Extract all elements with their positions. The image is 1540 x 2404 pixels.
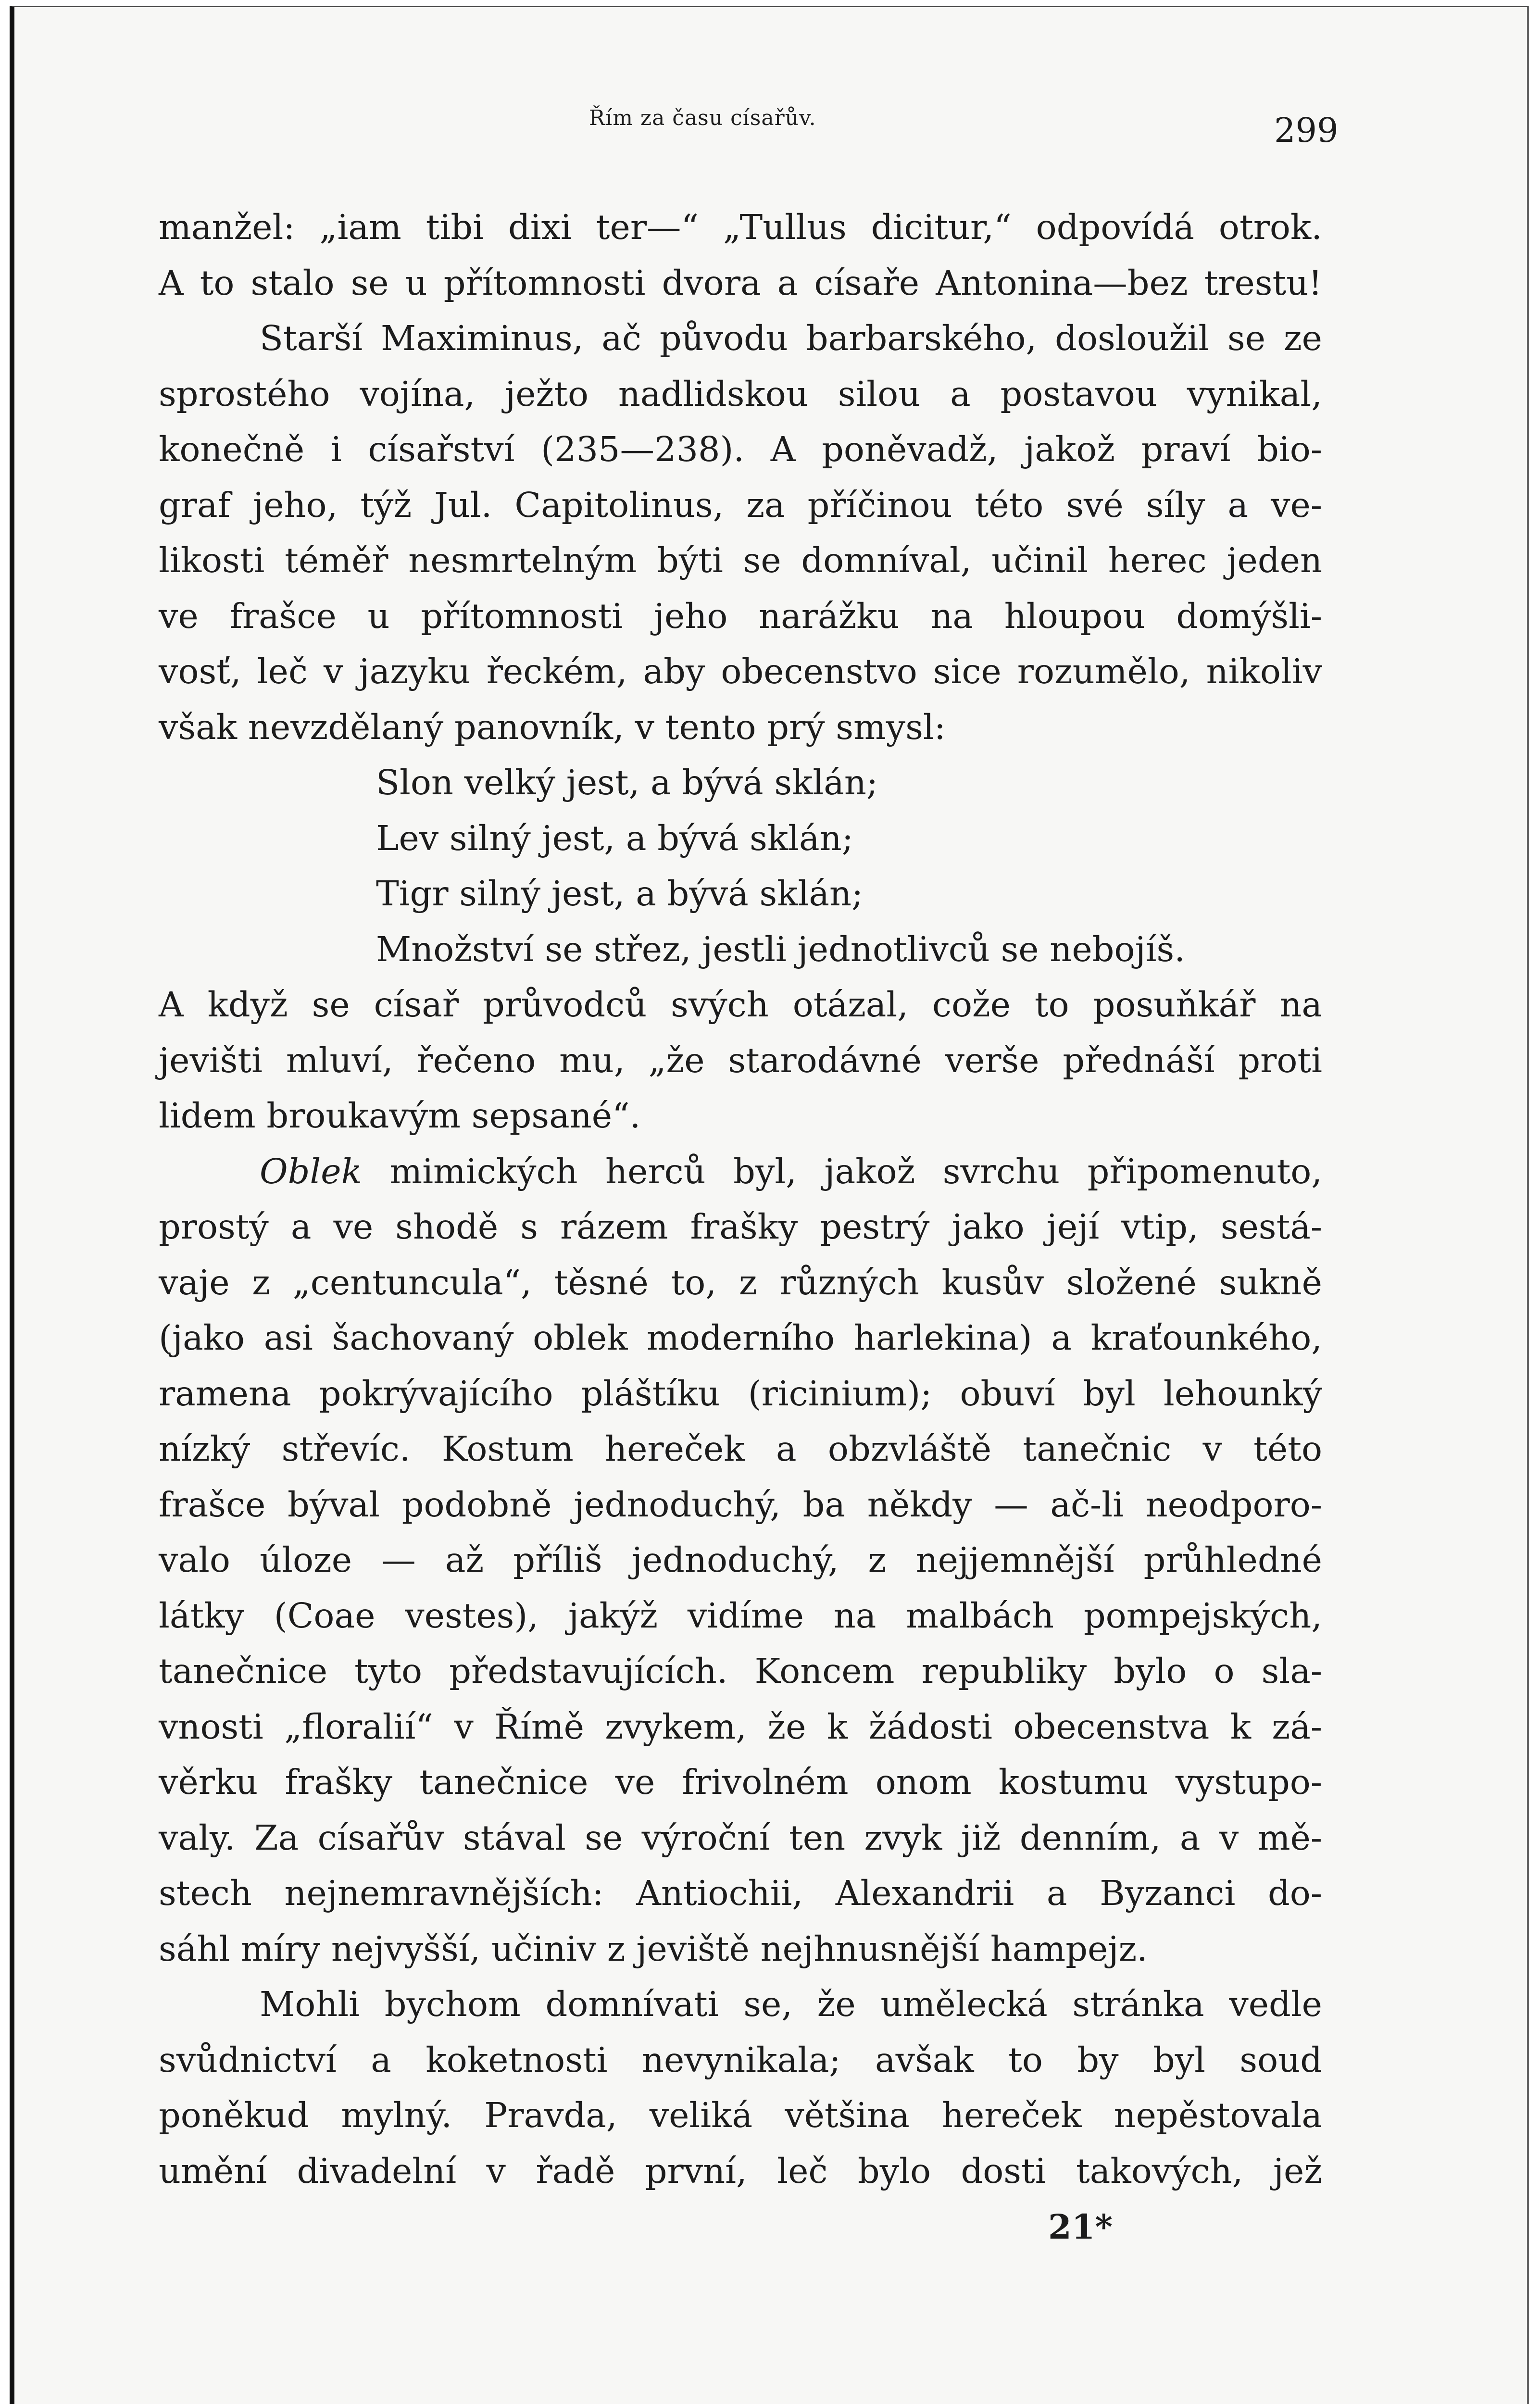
text-line: manžel: „iam tibi dixi ter—“ „Tullus dicitur,“ odpovídá otrok. — [159, 207, 1322, 247]
text-line: svůdnictví a koketnosti nevynikala; avšak to by byl soud — [159, 2040, 1322, 2080]
verse-line: Tigr silný jest, a bývá sklán; — [376, 874, 864, 914]
paragraph-start-line — [159, 1144, 1322, 1200]
paragraph-start-line: Mohli bychom domnívati se, že umělecká stránka vedle — [260, 1984, 1322, 2024]
text-line: ramena pokrývajícího pláštíku (ricinium); obuví byl lehounký — [159, 1373, 1322, 1414]
text-line: sprostého vojína, ježto nadlidskou silou a postavou vynikal, — [159, 374, 1322, 414]
text-line: však nevzdělaný panovník, v tento prý smysl: — [159, 707, 946, 747]
text-line: konečně i císařství (235—238). A poněvadž, jakož praví bio- — [159, 429, 1322, 469]
text-fragment: mimických herců byl, jakož svrchu připomenuto, — [362, 1151, 1322, 1191]
text-line: ve frašce u přítomnosti jeho narážku na hloupou domýšli- — [159, 596, 1322, 636]
text-line: umění divadelní v řadě první, leč bylo dosti takových, jež — [159, 2151, 1322, 2191]
text-line: A když se císař průvodců svých otázal, cože to posuňkář na — [159, 985, 1322, 1025]
text-line: látky (Coae vestes), jakýž vidíme na malbách pompejských, — [159, 1595, 1322, 1636]
text-line: prostý a ve shodě s rázem frašky pestrý jako její vtip, sestá- — [159, 1207, 1322, 1247]
text-line: vaje z „centuncula“, těsné to, z různých kusův složené sukně — [159, 1262, 1322, 1302]
book-page — [10, 6, 1529, 2404]
text-line: (jako asi šachovaný oblek moderního harlekina) a kraťounkého, — [159, 1318, 1322, 1358]
text-line: lidem broukavým sepsané“. — [159, 1096, 641, 1136]
running-header: Řím za času císařův. — [589, 106, 816, 130]
body-text — [159, 200, 1322, 2199]
text-line: graf jeho, týž Jul. Capitolinus, za příčinou této své síly a ve- — [159, 485, 1322, 525]
verse-line: Lev silný jest, a bývá sklán; — [376, 818, 853, 858]
text-line: valy. Za císařův stával se výroční ten zvyk již denním, a v mě- — [159, 1817, 1322, 1858]
page-number: 299 — [1274, 111, 1339, 150]
verse-line: Slon velký jest, a bývá sklán; — [376, 763, 878, 802]
text-line: tanečnice tyto představujících. Koncem republiky bylo o sla- — [159, 1651, 1322, 1691]
verse-line: Množství se střez, jestli jednotlivců se nebojíš. — [376, 929, 1185, 969]
text-line: valo úloze — až příliš jednoduchý, z nejjemnější průhledné — [159, 1540, 1322, 1580]
text-line: věrku frašky tanečnice ve frivolném onom kostumu vystupo- — [159, 1762, 1322, 1802]
text-line: frašce býval podobně jednoduchý, ba někdy — ač-li neodporo- — [159, 1484, 1322, 1525]
text-line: poněkud mylný. Pravda, veliká většina hereček nepěstovala — [159, 2095, 1322, 2135]
text-line: jevišti mluví, řečeno mu, „že starodávné verše přednáší proti — [159, 1040, 1322, 1080]
text-line: A to stalo se u přítomnosti dvora a císaře Antonina—bez trestu! — [159, 263, 1322, 303]
text-line: nízký střevíc. Kostum hereček a obzvláště tanečnic v této — [159, 1429, 1322, 1469]
italic-term: Oblek — [260, 1151, 362, 1191]
text-line: vnosti „floralií“ v Římě zvykem, že k žádosti obecenstva k zá- — [159, 1706, 1322, 1747]
signature-mark: 21* — [1048, 2207, 1113, 2247]
text-line: sáhl míry nejvyšší, učiniv z jeviště nejhnusnější hampejz. — [159, 1928, 1148, 1969]
text-line: stech nejnemravnějších: Antiochii, Alexandrii a Byzanci do- — [159, 1873, 1322, 1913]
text-line: likosti téměř nesmrtelným býti se domníval, učinil herec jeden — [159, 540, 1322, 580]
text-line: vosť, leč v jazyku řeckém, aby obecenstvo sice rozumělo, nikoliv — [159, 651, 1322, 691]
text-line: Starší Maximinus, ač původu barbarského, dosloužil se ze — [260, 318, 1322, 358]
